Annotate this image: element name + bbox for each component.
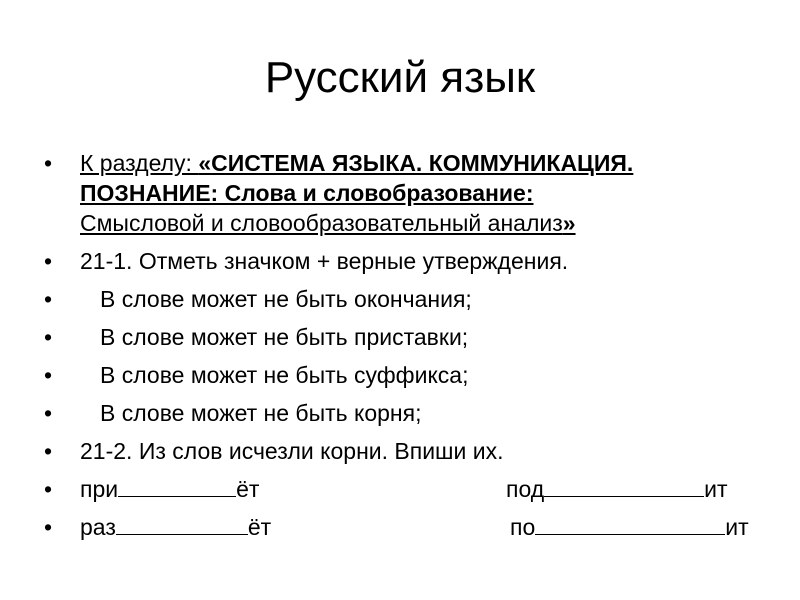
bullet-icon: • xyxy=(44,248,53,274)
word-prefix: под xyxy=(506,476,545,502)
bullet-icon: • xyxy=(44,514,53,540)
word-suffix: ит xyxy=(725,514,749,540)
statement-text: В слове может не быть окончания; xyxy=(100,286,472,312)
fill-row xyxy=(44,474,764,504)
section-item xyxy=(44,148,764,238)
word-suffix: ёт xyxy=(247,514,272,540)
task-2 xyxy=(44,436,764,466)
bullet-icon: • xyxy=(44,150,53,176)
root-blank[interactable] xyxy=(116,516,248,535)
section-title-line2: ПОЗНАНИЕ: Слова и словобразование: xyxy=(80,180,534,206)
slide-title: Русский язык xyxy=(264,53,536,102)
task-2-text: 21-2. Из слов исчезли корни. Впиши их. xyxy=(80,438,504,464)
statement-item xyxy=(44,398,764,428)
bullet-icon: • xyxy=(44,476,53,502)
statement-item xyxy=(44,322,764,352)
statement-text: В слове может не быть приставки; xyxy=(100,324,469,350)
section-title-line1: «СИСТЕМА ЯЗЫКА. КОММУНИКАЦИЯ. xyxy=(198,150,634,176)
word-prefix: раз xyxy=(80,514,116,540)
section-prefix: К разделу: xyxy=(80,150,199,176)
word-suffix: ит xyxy=(704,476,728,502)
root-blank[interactable] xyxy=(544,478,704,497)
task-1 xyxy=(44,246,764,276)
statement-text: В слове может не быть корня; xyxy=(100,400,422,426)
section-closing-quote: » xyxy=(562,210,576,236)
statement-text: В слове может не быть суффикса; xyxy=(100,362,469,388)
bullet-icon: • xyxy=(44,400,53,426)
section-title-line3: Смысловой и словообразовательный анализ xyxy=(80,210,563,236)
word-prefix: при xyxy=(80,476,119,502)
bullet-icon: • xyxy=(44,286,53,312)
root-blank[interactable] xyxy=(118,478,236,497)
statement-item xyxy=(44,360,764,390)
statement-item xyxy=(44,284,764,314)
fill-row xyxy=(44,512,764,542)
bullet-icon: • xyxy=(44,362,53,388)
word-suffix: ёт xyxy=(236,476,260,502)
bullet-list xyxy=(44,148,764,550)
word-prefix: по xyxy=(510,514,536,540)
bullet-icon: • xyxy=(44,438,53,464)
bullet-icon: • xyxy=(44,324,53,350)
task-1-text: 21-1. Отметь значком + верные утверждения. xyxy=(80,248,569,274)
root-blank[interactable] xyxy=(535,516,725,535)
